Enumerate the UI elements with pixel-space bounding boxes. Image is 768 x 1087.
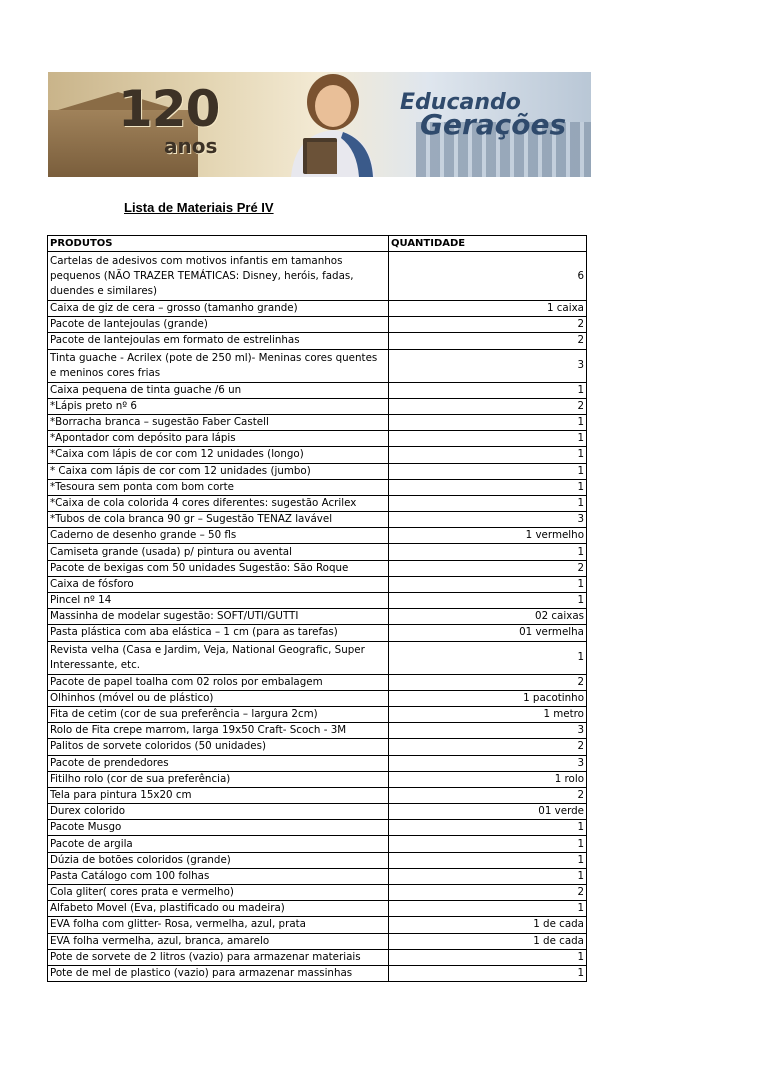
table-row <box>48 560 587 576</box>
table-row <box>48 723 587 739</box>
product-cell: Pacote de bexigas com 50 unidades Sugestão: São Roque <box>48 560 389 576</box>
quantity-cell: 3 <box>389 512 587 528</box>
table-row <box>48 755 587 771</box>
table-row <box>48 771 587 787</box>
table-row <box>48 965 587 981</box>
header-quantity: QUANTIDADE <box>389 236 587 252</box>
table-row <box>48 836 587 852</box>
anniversary-number: 120 <box>118 80 220 138</box>
quantity-cell: 1 <box>389 447 587 463</box>
quantity-cell: 3 <box>389 755 587 771</box>
table-row <box>48 447 587 463</box>
table-row <box>48 641 587 674</box>
table-row <box>48 495 587 511</box>
product-cell: Palitos de sorvete coloridos (50 unidades) <box>48 739 389 755</box>
table-row <box>48 625 587 641</box>
table-row <box>48 739 587 755</box>
quantity-cell: 1 <box>389 479 587 495</box>
table-row <box>48 787 587 803</box>
page-title: Lista de Materiais Pré IV <box>124 200 274 215</box>
product-cell: Pasta plástica com aba elástica – 1 cm (para as tarefas) <box>48 625 389 641</box>
product-cell: Tinta guache - Acrilex (pote de 250 ml)- Meninas cores quentes e meninos cores frias <box>48 349 389 382</box>
table-row <box>48 820 587 836</box>
table-row <box>48 609 587 625</box>
product-cell: Revista velha (Casa e Jardim, Veja, National Geografic, Super Interessante, etc. <box>48 641 389 674</box>
table-row <box>48 868 587 884</box>
table-row <box>48 804 587 820</box>
product-cell: EVA folha com glitter- Rosa, vermelha, azul, prata <box>48 917 389 933</box>
quantity-cell: 3 <box>389 349 587 382</box>
quantity-cell: 1 <box>389 901 587 917</box>
product-cell: Caderno de desenho grande – 50 fls <box>48 528 389 544</box>
table-row <box>48 576 587 592</box>
table-row <box>48 901 587 917</box>
product-cell: *Borracha branca – sugestão Faber Castell <box>48 414 389 430</box>
table-row <box>48 317 587 333</box>
product-cell: Pote de sorvete de 2 litros (vazio) para armazenar materiais <box>48 949 389 965</box>
table-row <box>48 593 587 609</box>
quantity-cell: 2 <box>389 560 587 576</box>
table-row <box>48 414 587 430</box>
table-row <box>48 252 587 301</box>
product-cell: EVA folha vermelha, azul, branca, amarelo <box>48 933 389 949</box>
table-row <box>48 674 587 690</box>
product-cell: Olhinhos (móvel ou de plástico) <box>48 690 389 706</box>
quantity-cell: 1 <box>389 382 587 398</box>
quantity-cell: 1 <box>389 463 587 479</box>
product-cell: * Caixa com lápis de cor com 12 unidades (jumbo) <box>48 463 389 479</box>
quantity-cell: 1 de cada <box>389 933 587 949</box>
student-with-books-image <box>273 72 393 177</box>
quantity-cell: 1 <box>389 576 587 592</box>
product-cell: Cola gliter( cores prata e vermelho) <box>48 885 389 901</box>
product-cell: Pacote Musgo <box>48 820 389 836</box>
slogan-line-2: Gerações <box>420 108 567 141</box>
table-header-row <box>48 236 587 252</box>
header-banner <box>48 72 591 177</box>
product-cell: Pacote de argila <box>48 836 389 852</box>
quantity-cell: 2 <box>389 317 587 333</box>
table-row <box>48 690 587 706</box>
quantity-cell: 1 <box>389 593 587 609</box>
quantity-cell: 2 <box>389 739 587 755</box>
product-cell: Cartelas de adesivos com motivos infantis em tamanhos pequenos (NÃO TRAZER TEMÁTICAS: Disney, heróis, fadas, duendes e similares) <box>48 252 389 301</box>
product-cell: Caixa pequena de tinta guache /6 un <box>48 382 389 398</box>
product-cell: Pacote de papel toalha com 02 rolos por embalagem <box>48 674 389 690</box>
product-cell: Pacote de prendedores <box>48 755 389 771</box>
quantity-cell: 1 caixa <box>389 301 587 317</box>
table-row <box>48 382 587 398</box>
quantity-cell: 2 <box>389 674 587 690</box>
product-cell: *Caixa de cola colorida 4 cores diferentes: sugestão Acrilex <box>48 495 389 511</box>
table-row <box>48 933 587 949</box>
product-cell: Pasta Catálogo com 100 folhas <box>48 868 389 884</box>
quantity-cell: 1 <box>389 820 587 836</box>
product-cell: Fita de cetim (cor de sua preferência – largura 2cm) <box>48 706 389 722</box>
quantity-cell: 6 <box>389 252 587 301</box>
product-cell: Durex colorido <box>48 804 389 820</box>
table-row <box>48 885 587 901</box>
quantity-cell: 1 <box>389 868 587 884</box>
table-row <box>48 479 587 495</box>
table-row <box>48 512 587 528</box>
table-row <box>48 528 587 544</box>
quantity-cell: 1 de cada <box>389 917 587 933</box>
table-row <box>48 398 587 414</box>
product-cell: Rolo de Fita crepe marrom, larga 19x50 Craft- Scoch - 3M <box>48 723 389 739</box>
product-cell: *Lápis preto nº 6 <box>48 398 389 414</box>
table-row <box>48 301 587 317</box>
quantity-cell: 02 caixas <box>389 609 587 625</box>
table-row <box>48 431 587 447</box>
quantity-cell: 2 <box>389 787 587 803</box>
quantity-cell: 1 pacotinho <box>389 690 587 706</box>
anniversary-years-label: anos <box>164 134 218 158</box>
product-cell: Dúzia de botões coloridos (grande) <box>48 852 389 868</box>
quantity-cell: 01 vermelha <box>389 625 587 641</box>
quantity-cell: 1 <box>389 852 587 868</box>
quantity-cell: 2 <box>389 398 587 414</box>
product-cell: *Apontador com depósito para lápis <box>48 431 389 447</box>
table-row <box>48 463 587 479</box>
product-cell: *Tesoura sem ponta com bom corte <box>48 479 389 495</box>
table-row <box>48 544 587 560</box>
product-cell: Fitilho rolo (cor de sua preferência) <box>48 771 389 787</box>
product-cell: Pincel nº 14 <box>48 593 389 609</box>
product-cell: Tela para pintura 15x20 cm <box>48 787 389 803</box>
table-row <box>48 349 587 382</box>
product-cell: Pacote de lantejoulas (grande) <box>48 317 389 333</box>
product-cell: Massinha de modelar sugestão: SOFT/UTI/GUTTI <box>48 609 389 625</box>
product-cell: Caixa de giz de cera – grosso (tamanho grande) <box>48 301 389 317</box>
product-cell: *Tubos de cola branca 90 gr – Sugestão TENAZ lavável <box>48 512 389 528</box>
product-cell: Alfabeto Movel (Eva, plastificado ou madeira) <box>48 901 389 917</box>
table-row <box>48 852 587 868</box>
quantity-cell: 1 <box>389 836 587 852</box>
quantity-cell: 1 <box>389 949 587 965</box>
quantity-cell: 1 <box>389 495 587 511</box>
table-row <box>48 949 587 965</box>
quantity-cell: 3 <box>389 723 587 739</box>
quantity-cell: 2 <box>389 333 587 349</box>
quantity-cell: 1 <box>389 641 587 674</box>
quantity-cell: 2 <box>389 885 587 901</box>
slogan-line-1: Educando <box>400 90 521 115</box>
product-cell: *Caixa com lápis de cor com 12 unidades (longo) <box>48 447 389 463</box>
product-cell: Camiseta grande (usada) p/ pintura ou avental <box>48 544 389 560</box>
quantity-cell: 01 verde <box>389 804 587 820</box>
product-cell: Pote de mel de plastico (vazio) para armazenar massinhas <box>48 965 389 981</box>
table-row <box>48 333 587 349</box>
quantity-cell: 1 metro <box>389 706 587 722</box>
product-cell: Pacote de lantejoulas em formato de estrelinhas <box>48 333 389 349</box>
table-row <box>48 706 587 722</box>
quantity-cell: 1 vermelho <box>389 528 587 544</box>
product-cell: Caixa de fósforo <box>48 576 389 592</box>
quantity-cell: 1 <box>389 544 587 560</box>
quantity-cell: 1 <box>389 414 587 430</box>
header-products: PRODUTOS <box>48 236 389 252</box>
materials-table <box>47 235 587 982</box>
quantity-cell: 1 <box>389 431 587 447</box>
quantity-cell: 1 rolo <box>389 771 587 787</box>
quantity-cell: 1 <box>389 965 587 981</box>
table-row <box>48 917 587 933</box>
